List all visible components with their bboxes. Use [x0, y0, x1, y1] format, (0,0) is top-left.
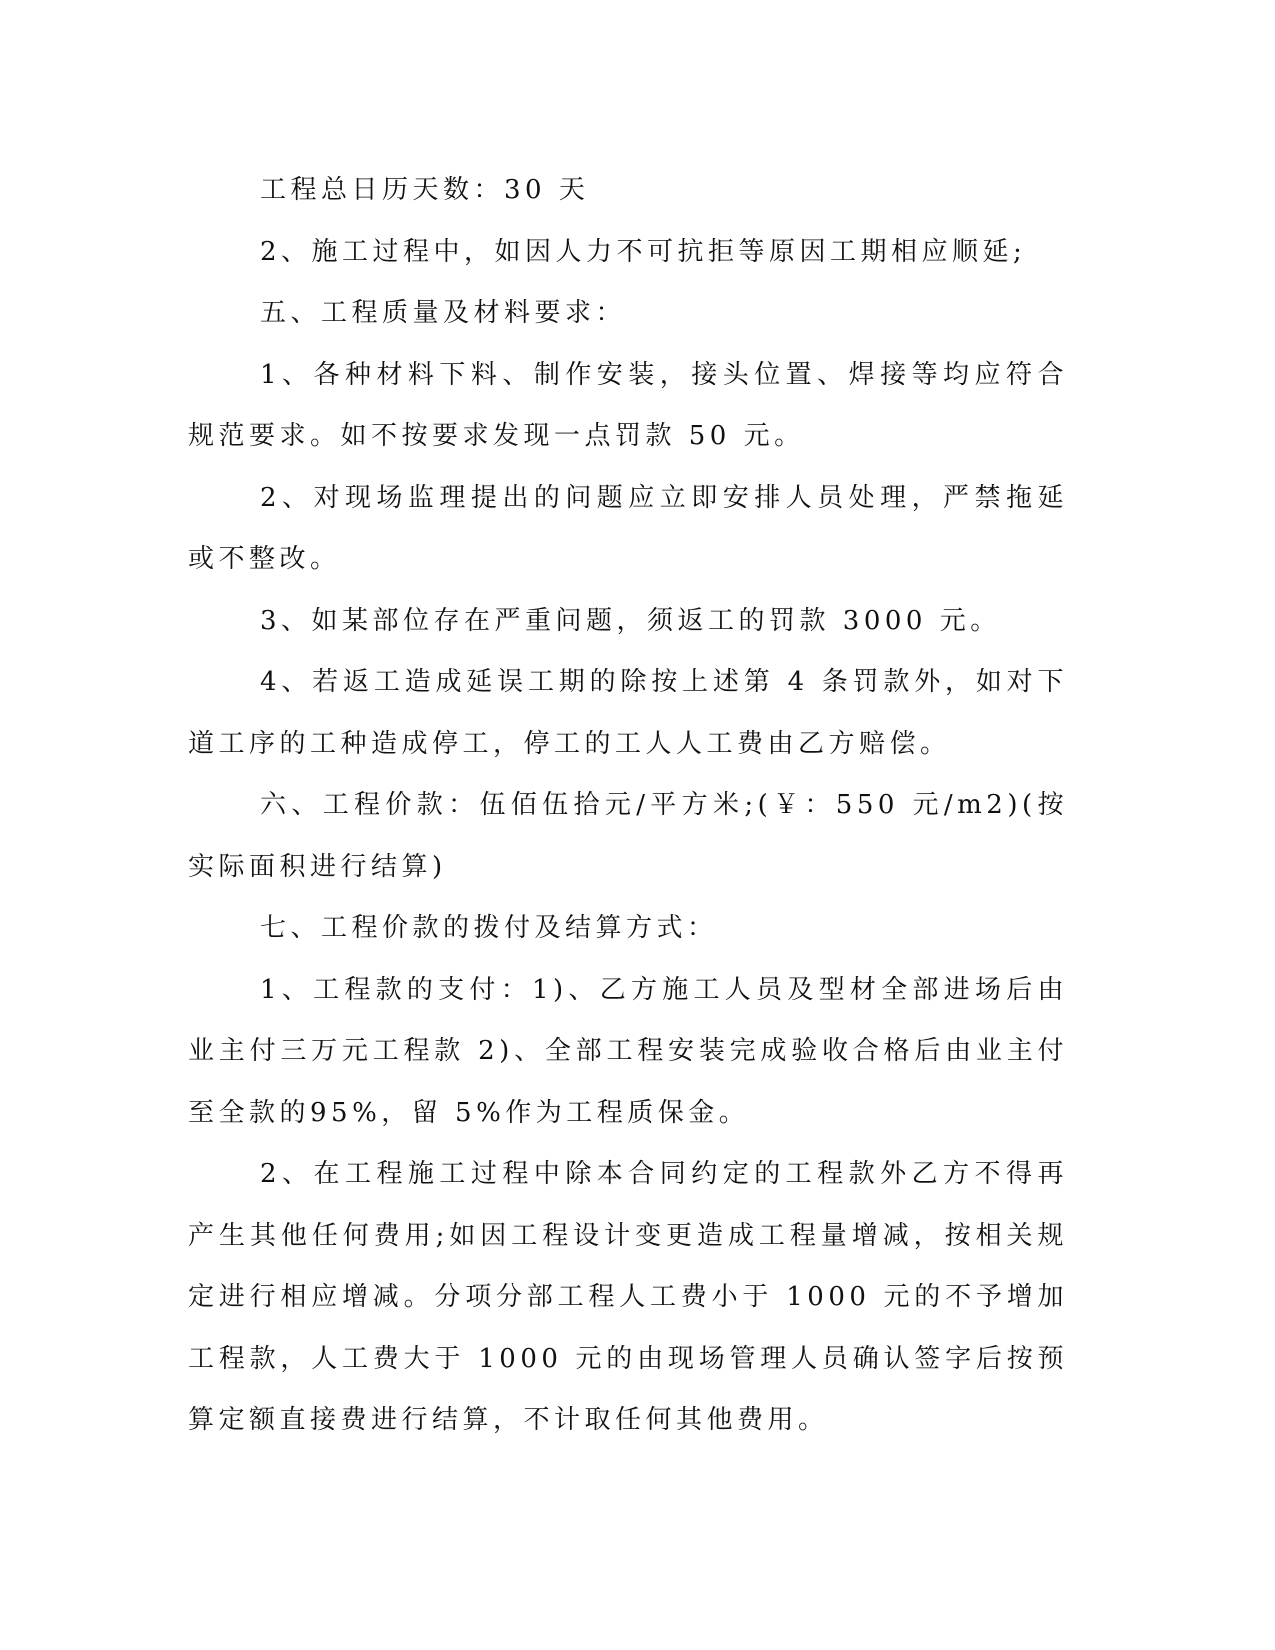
paragraph-quality-3: 3、如某部位存在严重问题，须返工的罚款 3000 元。	[260, 605, 1001, 636]
paragraph-quality-4: 4、若返工造成延误工期的除按上述第 4 条罚款外，如对下道工序的工种造成停工，停工的工人人工费由乙方赔偿。	[188, 667, 1068, 759]
paragraph-delay-clause: 2、施工过程中，如因人力不可抗拒等原因工期相应顺延;	[260, 236, 1027, 267]
section-heading-price: 六、工程价款：伍佰伍拾元/平方米;(￥：550 元/m2)(按实际面积进行结算)	[188, 790, 1068, 882]
document-body	[188, 160, 1068, 1452]
paragraph-total-days: 工程总日历天数：30 天	[260, 175, 590, 205]
paragraph-quality-1: 1、各种材料下料、制作安装，接头位置、焊接等均应符合规范要求。如不按要求发现一点罚款 50 元。	[188, 359, 1068, 451]
paragraph-payment-1: 1、工程款的支付：1)、乙方施工人员及型材全部进场后由业主付三万元工程款 2)、全部工程安装完成验收合格后由业主付至全款的95%，留 5%作为工程质保金。	[188, 974, 1068, 1128]
paragraph-quality-2: 2、对现场监理提出的问题应立即安排人员处理，严禁拖延或不整改。	[188, 482, 1068, 574]
paragraph-payment-2: 2、在工程施工过程中除本合同约定的工程款外乙方不得再产生其他任何费用;如因工程设计变更造成工程量增减，按相关规定进行相应增减。分项分部工程人工费小于 1000 元的不予增加工程款，人工费大于 1000 元的由现场管理人员确认签字后按预算定额直接费进行结算，不计取任何其他费用。	[188, 1159, 1068, 1435]
section-heading-quality: 五、工程质量及材料要求：	[260, 298, 627, 328]
section-heading-payment: 七、工程价款的拨付及结算方式：	[260, 913, 718, 943]
